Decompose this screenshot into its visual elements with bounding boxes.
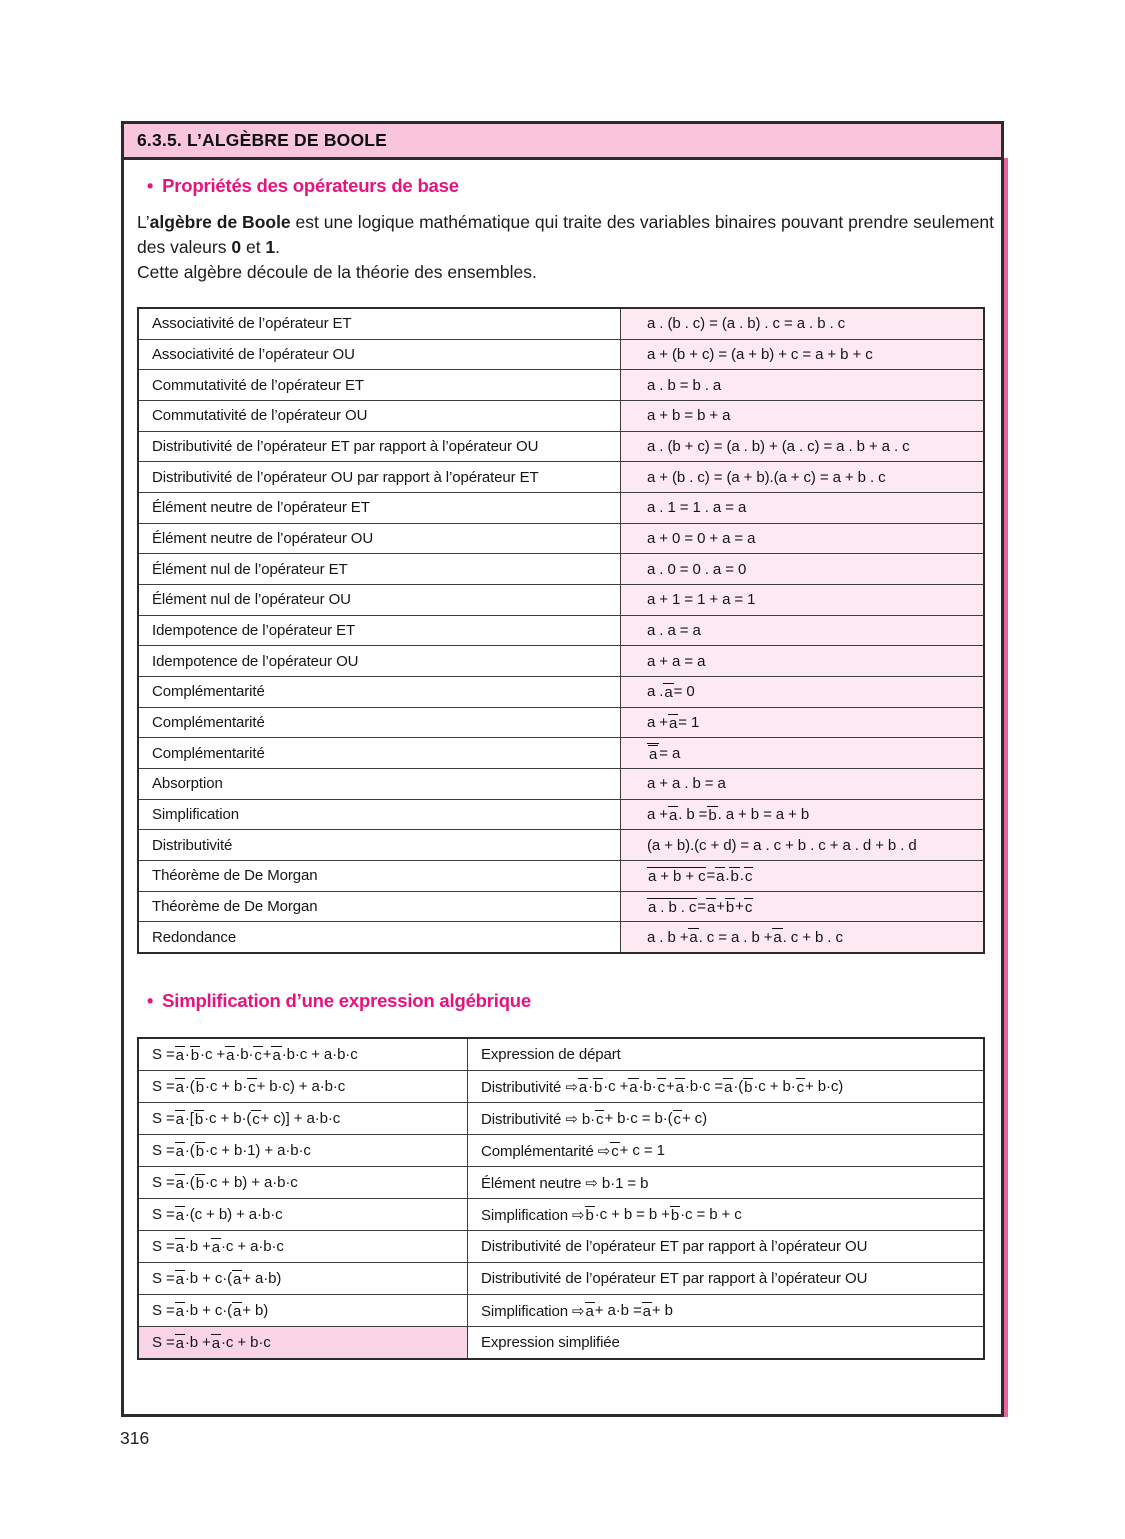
table-row: [139, 523, 983, 554]
table-row: [139, 737, 983, 768]
property-label: Idempotence de l’opérateur OU: [139, 646, 620, 676]
intro-line-1: L’algèbre de Boole est une logique mathématique qui traite des variables binaires pouvant prendre seulement des valeurs 0 et 1.: [137, 212, 995, 257]
simplification-table: [137, 1037, 985, 1360]
table-row: [139, 1198, 983, 1230]
step-expression: S = a ·( b ·c + b· c + b·c) + a·b·c: [139, 1071, 467, 1102]
intro-line-2: Cette algèbre découle de la théorie des ensembles.: [137, 261, 537, 282]
table-row: [139, 1262, 983, 1294]
subsection-title-text: Propriétés des opérateurs de base: [162, 175, 459, 196]
table-row: [139, 584, 983, 615]
section-header-title: 6.3.5. L’ALGÈBRE DE BOOLE: [137, 130, 388, 150]
table-row: [139, 1102, 983, 1134]
table-row: [139, 768, 983, 799]
property-formula: a . b + a . c = a . b + a . c + b . c: [620, 922, 983, 952]
table-row: [139, 369, 983, 400]
property-label: Complémentarité: [139, 738, 620, 768]
property-label: Simplification: [139, 800, 620, 830]
property-label: Théorème de De Morgan: [139, 861, 620, 891]
property-formula: a + a = a: [620, 646, 983, 676]
bullet-icon: •: [147, 176, 154, 196]
table-row: [139, 799, 983, 830]
property-formula: a = a: [620, 738, 983, 768]
property-formula: a . a = a: [620, 616, 983, 646]
table-row: [139, 553, 983, 584]
step-expression: S = a ·( b ·c + b) + a·b·c: [139, 1167, 467, 1198]
step-justification: Distributivité ⇨ b· c + b·c = b·( c + c): [467, 1103, 983, 1134]
table-row: [139, 1166, 983, 1198]
step-expression: S = a ·[ b ·c + b·( c + c)] + a·b·c: [139, 1103, 467, 1134]
property-label: Élément neutre de l’opérateur ET: [139, 493, 620, 523]
step-justification: Élément neutre ⇨ b·1 = b: [467, 1167, 983, 1198]
table-row: [139, 921, 983, 952]
property-label: Idempotence de l’opérateur ET: [139, 616, 620, 646]
property-label: Complémentarité: [139, 677, 620, 707]
step-justification: Expression de départ: [467, 1039, 983, 1070]
table-row: [139, 645, 983, 676]
table-row: [139, 339, 983, 370]
step-expression: S = a ·b + c·( a + b): [139, 1295, 467, 1326]
property-label: Distributivité: [139, 830, 620, 860]
property-formula: a + (b + c) = (a + b) + c = a + b + c: [620, 340, 983, 370]
page-accent-line: [1004, 158, 1008, 1417]
property-formula: a + (b . c) = (a + b).(a + c) = a + b . c: [620, 462, 983, 492]
table-row: [139, 309, 983, 339]
table-row: [139, 492, 983, 523]
property-formula: (a + b).(c + d) = a . c + b . c + a . d + b . d: [620, 830, 983, 860]
property-label: Redondance: [139, 922, 620, 952]
property-label: Associativité de l’opérateur ET: [139, 309, 620, 339]
step-justification: Distributivité ⇨ a · b ·c + a ·b· c + a ·b·c = a ·( b ·c + b· c + b·c): [467, 1071, 983, 1102]
properties-table: [137, 307, 985, 954]
step-justification: Distributivité de l’opérateur ET par rapport à l’opérateur OU: [467, 1263, 983, 1294]
content-box: [121, 121, 1004, 1417]
table-row: [139, 707, 983, 738]
subsection-title-simplification: [147, 990, 531, 1012]
property-label: Élément nul de l’opérateur ET: [139, 554, 620, 584]
table-row: [139, 829, 983, 860]
property-label: Commutativité de l’opérateur OU: [139, 401, 620, 431]
subsection-title-text: Simplification d’une expression algébrique: [162, 990, 531, 1011]
table-row: [139, 1070, 983, 1102]
property-label: Élément neutre de l’opérateur OU: [139, 524, 620, 554]
property-formula: a . (b . c) = (a . b) . c = a . b . c: [620, 309, 983, 339]
step-expression: S = a · b ·c + a ·b· c + a ·b·c + a·b·c: [139, 1039, 467, 1070]
property-label: Commutativité de l’opérateur ET: [139, 370, 620, 400]
step-expression: S = a ·b + c·( a + a·b): [139, 1263, 467, 1294]
table-row: [139, 1294, 983, 1326]
step-justification: Distributivité de l’opérateur ET par rapport à l’opérateur OU: [467, 1231, 983, 1262]
property-label: Élément nul de l’opérateur OU: [139, 585, 620, 615]
property-label: Distributivité de l’opérateur ET par rapport à l’opérateur OU: [139, 432, 620, 462]
table-row: [139, 461, 983, 492]
step-justification: Simplification ⇨ a + a·b = a + b: [467, 1295, 983, 1326]
step-justification: Complémentarité ⇨ c + c = 1: [467, 1135, 983, 1166]
property-formula: a . b . c = a + b + c: [620, 892, 983, 922]
step-justification: Simplification ⇨ b ·c + b = b + b ·c = b + c: [467, 1199, 983, 1230]
property-formula: a + a . b = b . a + b = a + b: [620, 800, 983, 830]
intro-paragraph: [137, 210, 995, 285]
section-header-bar: [124, 124, 1001, 160]
step-expression: S = a ·b + a ·c + b·c: [139, 1327, 467, 1358]
table-row: [139, 1134, 983, 1166]
step-expression: S = a ·b + a ·c + a·b·c: [139, 1231, 467, 1262]
table-row: [139, 1039, 983, 1070]
property-label: Complémentarité: [139, 708, 620, 738]
property-formula: a + 1 = 1 + a = 1: [620, 585, 983, 615]
table-row: [139, 1326, 983, 1358]
property-formula: a + b = b + a: [620, 401, 983, 431]
page-number: 316: [120, 1428, 150, 1448]
step-expression: S = a ·(c + b) + a·b·c: [139, 1199, 467, 1230]
property-formula: a + a . b = a: [620, 769, 983, 799]
property-label: Théorème de De Morgan: [139, 892, 620, 922]
property-formula: a . b = b . a: [620, 370, 983, 400]
table-row: [139, 615, 983, 646]
subsection-title-properties: [147, 175, 459, 197]
property-formula: a . a = 0: [620, 677, 983, 707]
table-row: [139, 431, 983, 462]
property-label: Associativité de l’opérateur OU: [139, 340, 620, 370]
bullet-icon: •: [147, 991, 154, 1011]
table-row: [139, 676, 983, 707]
property-formula: a + 0 = 0 + a = a: [620, 524, 983, 554]
property-label: Distributivité de l’opérateur OU par rapport à l’opérateur ET: [139, 462, 620, 492]
table-row: [139, 891, 983, 922]
property-formula: a . 1 = 1 . a = a: [620, 493, 983, 523]
property-formula: a + b + c = a . b . c: [620, 861, 983, 891]
step-justification: Expression simplifiée: [467, 1327, 983, 1358]
table-row: [139, 1230, 983, 1262]
property-label: Absorption: [139, 769, 620, 799]
table-row: [139, 400, 983, 431]
property-formula: a . 0 = 0 . a = 0: [620, 554, 983, 584]
property-formula: a . (b + c) = (a . b) + (a . c) = a . b + a . c: [620, 432, 983, 462]
step-expression: S = a ·( b ·c + b·1) + a·b·c: [139, 1135, 467, 1166]
table-row: [139, 860, 983, 891]
property-formula: a + a = 1: [620, 708, 983, 738]
